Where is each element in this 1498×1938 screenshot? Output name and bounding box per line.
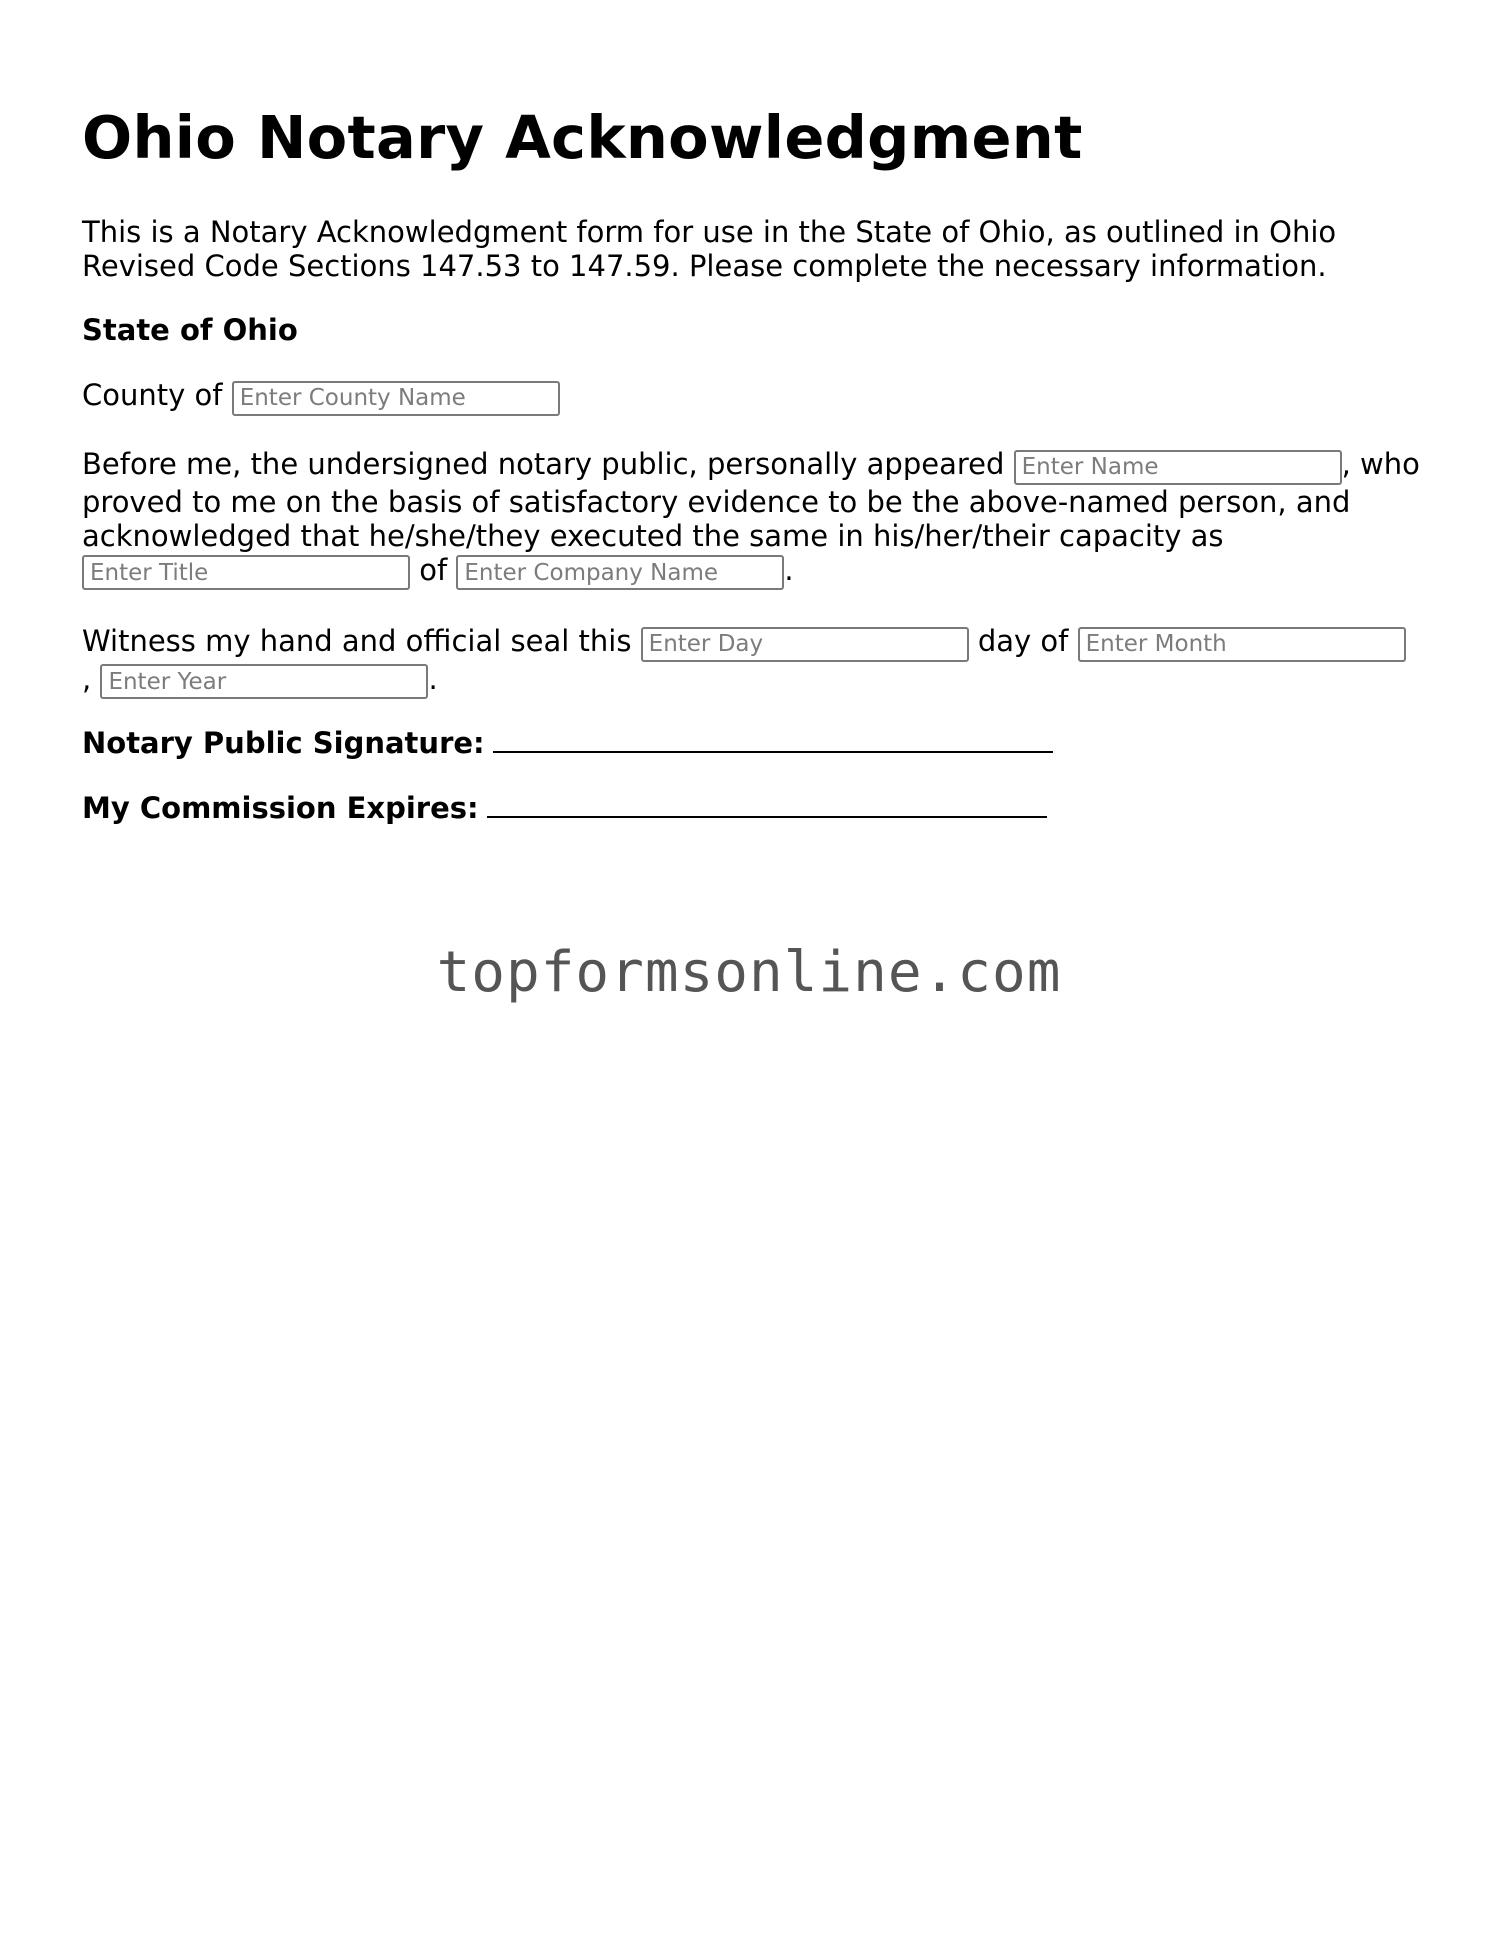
month-input[interactable] — [1078, 627, 1406, 662]
comma-text: , — [82, 661, 92, 696]
witness-end-punct: . — [428, 661, 438, 696]
state-label: State of Ohio — [82, 313, 298, 347]
page-title: Ohio Notary Acknowledgment — [82, 103, 1083, 172]
county-row — [82, 378, 560, 416]
notary-signature-label: Notary Public Signature: — [82, 726, 485, 760]
notary-signature-row — [82, 726, 1053, 760]
county-label: County of — [82, 378, 223, 412]
appearance-end-punct: . — [784, 552, 794, 587]
commission-expires-label: My Commission Expires: — [82, 791, 479, 825]
county-name-input[interactable] — [232, 381, 560, 416]
witness-paragraph — [82, 624, 1422, 699]
day-of-text: day of — [977, 624, 1069, 658]
appearance-paragraph — [82, 447, 1422, 590]
watermark: topformsonline.com — [436, 940, 1062, 1005]
company-name-input[interactable] — [456, 555, 784, 590]
appearance-text-after-name: , who proved to me on the basis of satisfactory evidence to be the above-named person, and acknowledged that he/she/they executed the same in his/her/their capacity as — [82, 447, 1420, 553]
notary-signature-line — [493, 731, 1053, 753]
title-input[interactable] — [82, 555, 410, 590]
intro-paragraph: This is a Notary Acknowledgment form for use in the State of Ohio, as outlined in Ohio Revised Code Sections 147.53 to 147.59. Please complete the necessary information. — [82, 215, 1337, 283]
of-text: of — [419, 552, 448, 587]
commission-expires-line — [487, 796, 1047, 818]
day-input[interactable] — [641, 627, 969, 662]
appearance-text-before-name: Before me, the undersigned notary public, personally appeared — [82, 447, 1005, 481]
year-input[interactable] — [100, 664, 428, 699]
signer-name-input[interactable] — [1014, 450, 1342, 485]
witness-text: Witness my hand and official seal this — [82, 624, 632, 658]
commission-expires-row — [82, 791, 1047, 825]
